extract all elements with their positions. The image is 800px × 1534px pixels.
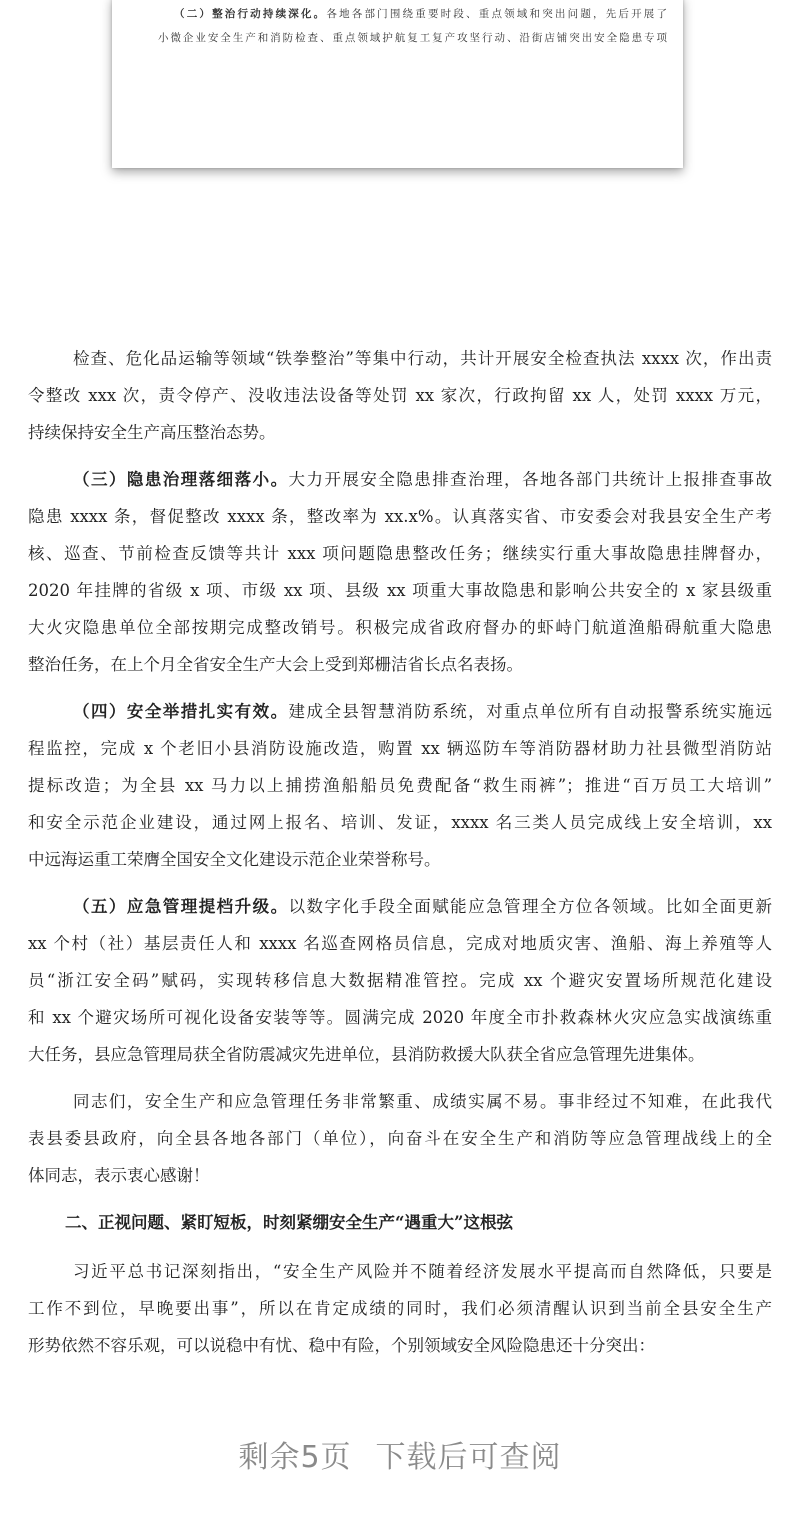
line-text: 程监控，完成 x 个老旧小县消防设施改造，购置 xx 辆巡防车等消防器材助力社县微型消防站 (28, 739, 772, 758)
line-text: 和安全示范企业建设，通过网上报名、培训、发证，xxxx 名三类人员完成线上安全培训，xx (28, 813, 772, 832)
paragraph-line (28, 968, 772, 1005)
paragraph-line (28, 541, 772, 578)
paragraph (28, 1089, 772, 1210)
line-text: 同志们，安全生产和应急管理任务非常繁重、成绩实属不易。事非经过不知难，在此我代 (73, 1092, 772, 1111)
line-text: 形势依然不容乐观，可以说稳中有忧、稳中有险，个别领域安全风险隐患还十分突出： (28, 1336, 655, 1355)
line-text: 大火灾隐患单位全部按期完成整改销号。积极完成省政府督办的虾峙门航道渔船碍航重大隐患 (28, 618, 772, 637)
paragraph-line (28, 699, 772, 736)
line-text: 工作不到位，早晚要出事”，所以在肯定成绩的同时，我们必须清醒认识到当前全县安全生产 (28, 1299, 772, 1318)
download-to-view-label[interactable]: 下载后可查阅 (375, 1440, 562, 1475)
paragraph-line (28, 736, 772, 773)
paragraph-line (28, 1089, 772, 1126)
paragraph-line (28, 1126, 772, 1163)
paragraph-line (28, 894, 772, 931)
line-text: 令整改 xxx 次，责令停产、没收违法设备等处罚 xx 家次，行政拘留 xx 人，处罚 xxxx 万元， (28, 386, 772, 405)
line-text: 表县委县政府，向全县各地各部门（单位），向奋斗在安全生产和消防等应急管理战线上的全 (28, 1129, 772, 1148)
line-text: 和 xx 个避灾场所可视化设备安装等等。圆满完成 2020 年度全市扑救森林火灾应急实战演练重 (28, 1008, 772, 1027)
paragraph-line (28, 1042, 772, 1079)
paragraph (28, 1259, 772, 1380)
paragraph-line (28, 383, 772, 420)
line-text: 大力开展安全隐患排查治理，各地各部门共统计上报排查事故 (288, 470, 773, 489)
paragraph-line (28, 346, 772, 383)
line-text: 以数字化手段全面赋能应急管理全方位各领域。比如全面更新 (288, 897, 773, 916)
paragraph-line (28, 652, 772, 689)
paragraph-subheading: （三）隐患治理落细落小。 (73, 470, 289, 489)
paragraph-line (28, 420, 772, 457)
line-text: 员“浙江安全码”赋码，实现转移信息大数据精准管控。完成 xx 个避灾安置场所规范化建设 (28, 971, 772, 990)
line-text: 2020 年挂牌的省级 x 项、市级 xx 项、县级 xx 项重大事故隐患和影响公共安全的 x 家县级重 (28, 581, 772, 600)
paragraph (28, 894, 772, 1089)
line-text: 建成全县智慧消防系统，对重点单位所有自动报警系统实施远 (288, 702, 773, 721)
paragraph-line (28, 1259, 772, 1296)
paragraph-line (28, 773, 772, 810)
card-text: 各地各部门围绕重要时段、重点领域和突出问题，先后开展了 (326, 8, 668, 20)
paragraph (28, 467, 772, 699)
line-text: 核、巡查、节前检查反馈等共计 xxx 项问题隐患整改任务；继续实行重大事故隐患挂牌督办， (28, 544, 772, 563)
section-heading: 二、正视问题、紧盯短板，时刻紧绷安全生产“遇重大”这根弦 (65, 1213, 513, 1232)
paragraph-line (28, 504, 772, 541)
line-text: 体同志，表示衷心感谢！ (28, 1166, 210, 1185)
line-text: 检查、危化品运输等领域“铁拳整治”等集中行动，共计开展安全检查执法 xxxx 次，作出责 (73, 349, 772, 368)
paragraph-line (28, 847, 772, 884)
paragraph (28, 346, 772, 467)
card-line-2: 小微企业安全生产和消防检查、重点领域护航复工复产攻坚行动、沿街店铺突出安全隐患专项 (158, 32, 667, 44)
paragraph-line (28, 1005, 772, 1042)
paragraph-subheading: （五）应急管理提档升级。 (73, 897, 289, 916)
line-text: 整治任务，在上个月全省安全生产大会上受到郑栅洁省长点名表扬。 (28, 655, 523, 674)
line-text: 习近平总书记深刻指出，“安全生产风险并不随着经济发展水平提高而自然降低，只要是 (73, 1262, 772, 1281)
paragraph-line (28, 931, 772, 968)
card-subheading: （二）整治行动持续深化。 (174, 8, 327, 20)
paragraph-subheading: （四）安全举措扎实有效。 (73, 702, 289, 721)
paragraph (28, 699, 772, 894)
line-text: xx 个村（社）基层责任人和 xxxx 名巡查网格员信息，完成对地质灾害、渔船、海上养殖等人 (28, 934, 772, 953)
preview-card (112, 0, 683, 168)
paragraph-line (28, 1163, 772, 1200)
line-text: 中远海运重工荣膺全国安全文化建设示范企业荣誉称号。 (28, 850, 441, 869)
paragraph-line (28, 578, 772, 615)
paragraph-line (28, 615, 772, 652)
remaining-pages-label: 剩余5页 (238, 1440, 352, 1475)
paragraph-line (28, 467, 772, 504)
document-body (28, 346, 772, 1380)
paragraph-line (28, 1296, 772, 1333)
line-text: 持续保持安全生产高压整治态势。 (28, 423, 276, 442)
line-text: 提标改造；为全县 xx 马力以上捕捞渔船船员免费配备“救生雨裤”；推进“百万员工大培训” (28, 776, 772, 795)
card-line-1 (174, 6, 667, 21)
paragraph-line (28, 810, 772, 847)
download-prompt[interactable] (0, 1432, 800, 1476)
paragraph-line (28, 1333, 772, 1370)
line-text: 大任务，县应急管理局获全省防震减灾先进单位，县消防救援大队获全省应急管理先进集体。 (28, 1045, 705, 1064)
line-text: 隐患 xxxx 条，督促整改 xxxx 条，整改率为 xx.x%。认真落实省、市安委会对我县安全生产考 (28, 507, 772, 526)
